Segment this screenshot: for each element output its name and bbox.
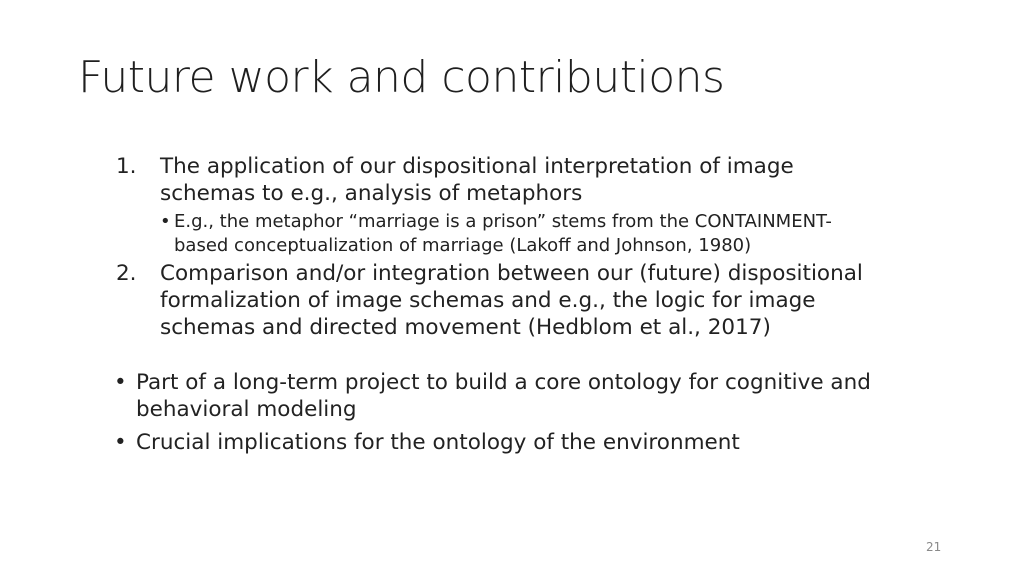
bullet-item-1-marker: •: [114, 370, 127, 395]
numbered-item-2-marker: 2.: [116, 261, 137, 286]
numbered-item-1-line-1: The application of our dispositional interpretation of image: [160, 154, 794, 179]
page-number: 21: [926, 540, 942, 554]
numbered-item-1-marker: 1.: [116, 154, 137, 179]
bullet-item-1-line-2: behavioral modeling: [136, 397, 357, 422]
slide-title: Future work and contributions: [78, 52, 725, 103]
numbered-item-2-line-2: formalization of image schemas and e.g., the logic for image: [160, 288, 816, 313]
numbered-item-2-line-3: schemas and directed movement (Hedblom et al., 2017): [160, 315, 771, 340]
bullet-item-2-marker: •: [114, 430, 127, 455]
numbered-item-2: [112, 260, 962, 341]
bullet-item-2-line-1: Crucial implications for the ontology of the environment: [136, 430, 740, 455]
numbered-item-2-line-1: Comparison and/or integration between our (future) dispositional: [160, 261, 863, 286]
sub-bullet-1: [112, 210, 962, 258]
sub-bullet-1-line-2: based conceptualization of marriage (Lakoff and Johnson, 1980): [174, 235, 752, 256]
bullet-item-2: [112, 429, 962, 456]
bullet-item-1: [112, 369, 962, 423]
numbered-item-1: [112, 153, 962, 207]
sub-bullet-1-line-1: E.g., the metaphor “marriage is a prison” stems from the CONTAINMENT-: [174, 211, 832, 232]
bullet-item-1-line-1: Part of a long-term project to build a core ontology for cognitive and: [136, 370, 871, 395]
numbered-item-1-line-2: schemas to e.g., analysis of metaphors: [160, 181, 583, 206]
slide-content: [112, 153, 962, 456]
sub-bullet-1-marker: •: [160, 211, 171, 232]
